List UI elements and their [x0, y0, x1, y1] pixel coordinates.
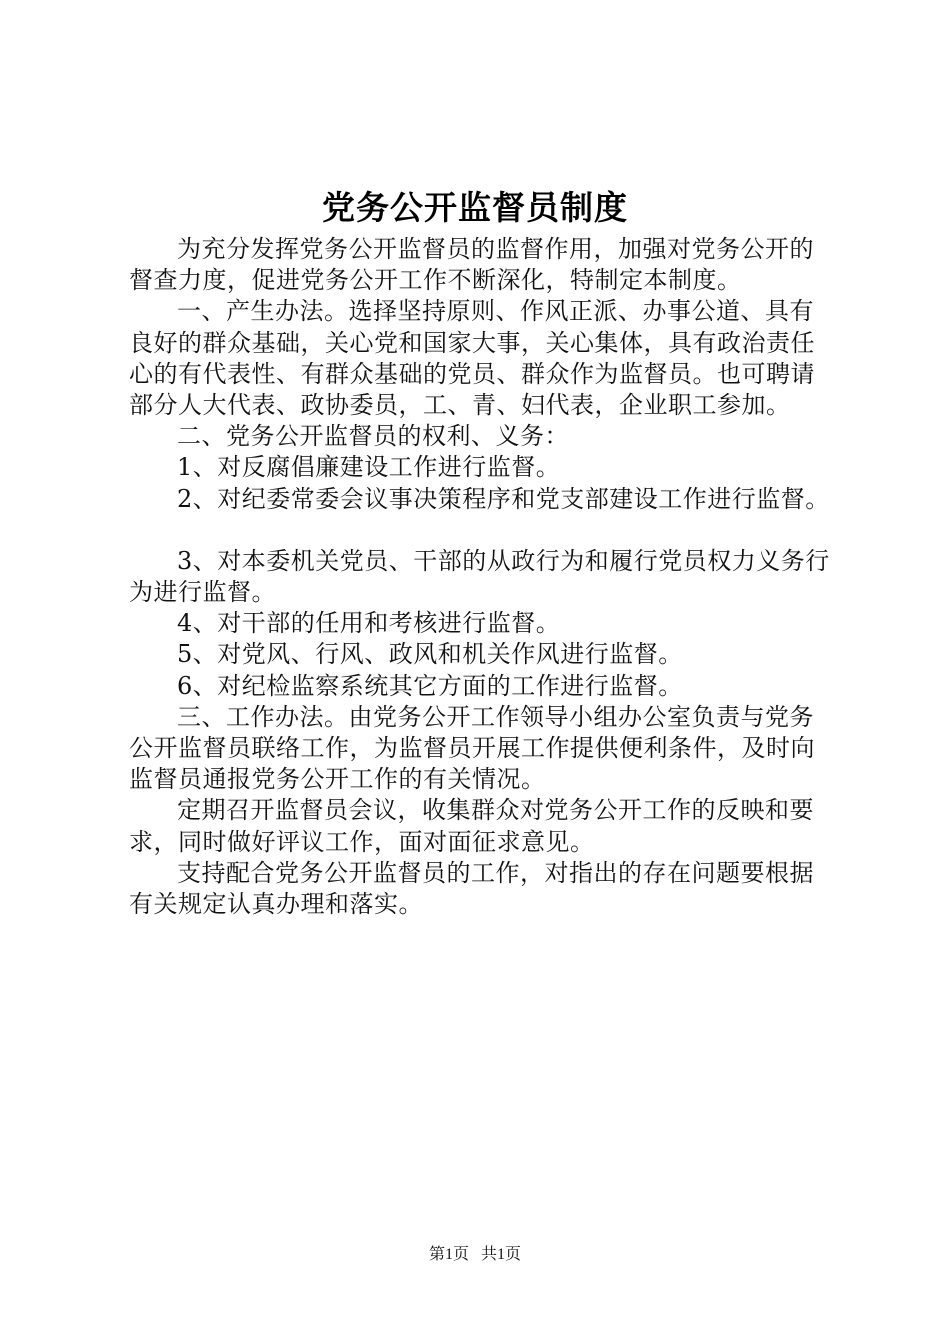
paragraph-item-3: 3、对本委机关党员、干部的从政行为和履行党员权力义务行为进行监督。: [129, 546, 830, 607]
paragraph-intro: 为充分发挥党务公开监督员的监督作用，加强对党务公开的督查力度，促进党务公开工作不断深化，特制定本制度。: [129, 235, 814, 295]
paragraph-selection-method: 一、产生办法。选择坚持原则、作风正派、办事公道、具有良好的群众基础，关心党和国家大事，关心集体，具有政治责任心的有代表性、有群众基础的党员、群众作为监督员。也可聘请部分人大代表、政协委员，工、青、妇代表，企业职工参加。: [129, 297, 815, 420]
paragraph-item-1: 1、对反腐倡廉建设工作进行监督。: [177, 453, 561, 482]
paragraph-item-5: 5、对党风、行风、政风和机关作风进行监督。: [177, 640, 683, 669]
paragraph-rights-heading: 二、党务公开监督员的权利、义务：: [177, 422, 569, 451]
paragraph-support: 支持配合党务公开监督员的工作，对指出的存在问题要根据有关规定认真办理和落实。: [129, 858, 814, 919]
document-body: [129, 234, 834, 920]
paragraph-work-method: 三、工作办法。由党务公开工作领导小组办公室负责与党务公开监督员联络工作，为监督员开展工作提供便利条件，及时向监督员通报党务公开工作的有关情况。: [129, 702, 815, 794]
paragraph-item-4: 4、对干部的任用和考核进行监督。: [177, 609, 561, 638]
paragraph-item-2: 2、对纪委常委会议事决策程序和党支部建设工作进行监督。: [177, 484, 830, 513]
page-number-current: 第1页: [428, 1246, 469, 1263]
paragraph-item-6: 6、对纪检监察系统其它方面的工作进行监督。: [177, 671, 683, 700]
page-number-total: 共1页: [481, 1246, 522, 1263]
page-footer: [0, 1244, 950, 1266]
document-title: 党务公开监督员制度: [322, 188, 628, 227]
paragraph-regular-meetings: 定期召开监督员会议，收集群众对党务公开工作的反映和要求，同时做好评议工作，面对面征求意见。: [129, 796, 814, 856]
